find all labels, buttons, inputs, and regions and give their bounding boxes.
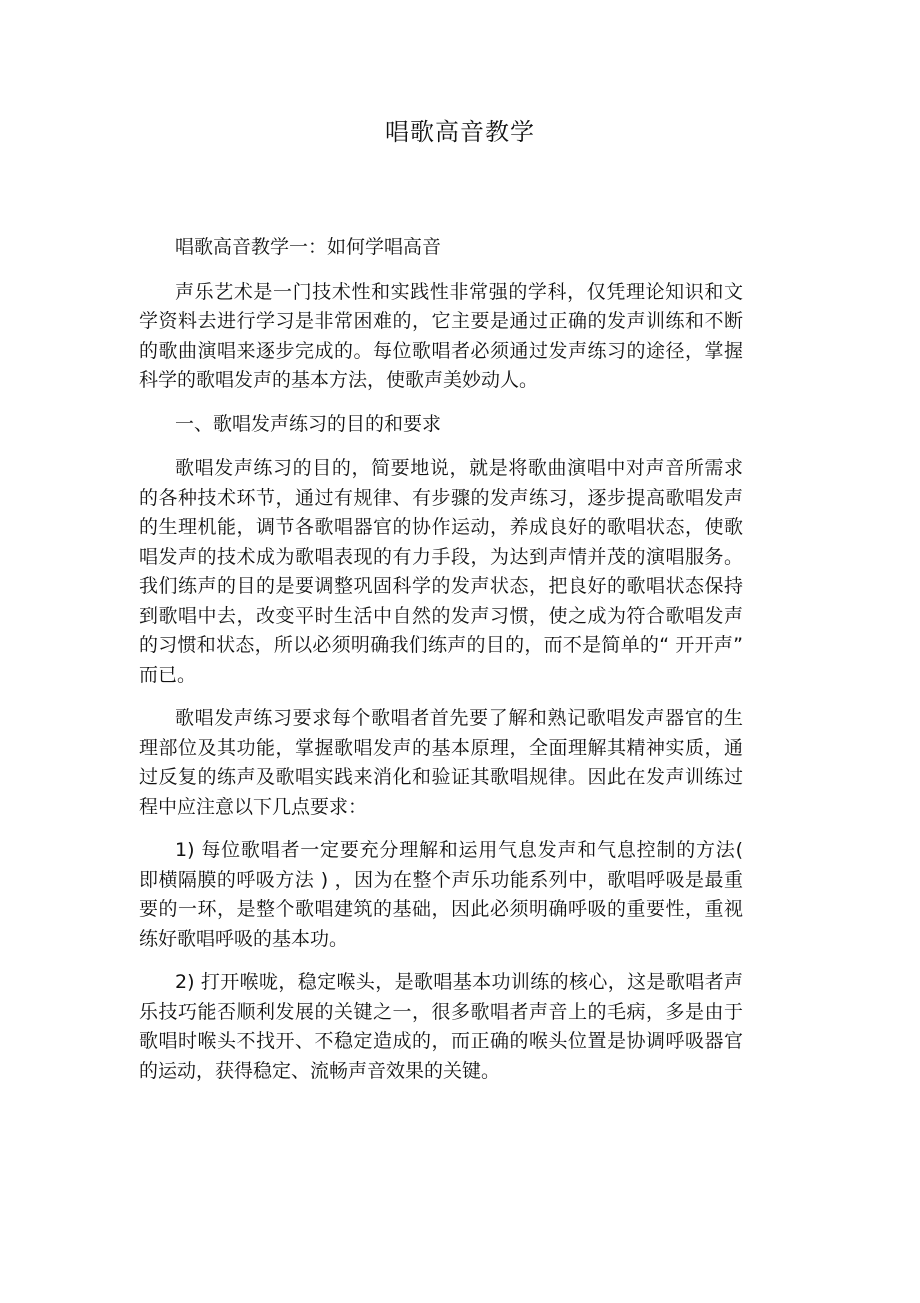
paragraph-intro: 声乐艺术是一门技术性和实践性非常强的学科，仅凭理论知识和文学资料去进行学习是非常困难的，它主要是通过正确的发声训练和不断的歌曲演唱来逐步完成的。每位歌唱者必须通过发声练习的途径，掌握科学的歌唱发声的基本方法，使歌声美妙动人。 — [139, 280, 743, 391]
section-heading-2: 一、歌唱发声练习的目的和要求 — [175, 412, 442, 435]
paragraph-point-2: 2) 打开喉咙，稳定喉头，是歌唱基本功训练的核心，这是歌唱者声乐技巧能否顺利发展的关键之一，很多歌唱者声音上的毛病，多是由于歌唱时喉头不找开、不稳定造成的，而正确的喉头位置是协调呼吸器官的运动，获得稳定、流畅声音效果的关键。 — [139, 971, 743, 1082]
page-title: 唱歌高音教学 — [385, 118, 535, 146]
paragraph-point-1: 1) 每位歌唱者一定要充分理解和运用气息发声和气息控制的方法( 即横隔膜的呼吸方法 ) ，因为在整个声乐功能系列中，歌唱呼吸是最重要的一环，是整个歌唱建筑的基础，因此必须明确呼吸的重要性，重视练好歌唱呼吸的基本功。 — [139, 839, 743, 950]
paragraph-purpose: 歌唱发声练习的目的，简要地说，就是将歌曲演唱中对声音所需求的各种技术环节，通过有规律、有步骤的发声练习，逐步提高歌唱发声的生理机能，调节各歌唱器官的协作运动，养成良好的歌唱状态，使歌唱发声的技术成为歌唱表现的有力手段，为达到声情并茂的演唱服务。我们练声的目的是要调整巩固科学的发声状态，把良好的歌唱状态保持到歌唱中去，改变平时生活中自然的发声习惯，使之成为符合歌唱发声的习惯和状态，所以必须明确我们练声的目的，而不是简单的“ 开开声” 而已。 — [139, 457, 743, 686]
paragraph-requirements: 歌唱发声练习要求每个歌唱者首先要了解和熟记歌唱发声器官的生理部位及其功能，掌握歌唱发声的基本原理，全面理解其精神实质，通过反复的练声及歌唱实践来消化和验证其歌唱规律。因此在发声训练过程中应注意以下几点要求： — [139, 707, 743, 818]
document-body — [139, 233, 743, 1100]
section-heading-1: 唱歌高音教学一：如何学唱高音 — [175, 236, 442, 258]
